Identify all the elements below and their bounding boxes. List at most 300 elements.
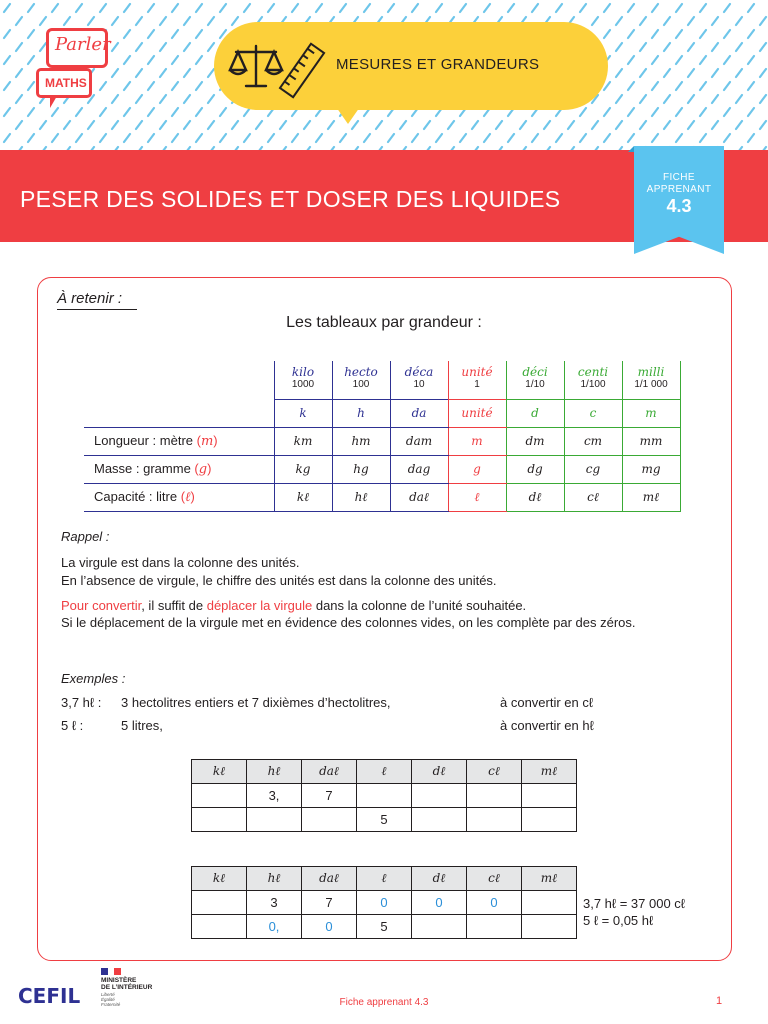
- row-1-cell-4: dg: [506, 455, 564, 483]
- footer-label: Fiche apprenant 4.3: [339, 997, 429, 1008]
- row-2-cell-1: hℓ: [332, 483, 390, 511]
- rappel-line-2: En l’absence de virgule, le chiffre des unités est dans la colonne des unités.: [61, 573, 497, 588]
- example-cell: 0: [357, 891, 412, 915]
- pattern-dash: [148, 4, 154, 12]
- pattern-dash: [52, 134, 58, 142]
- pattern-dash: [172, 82, 178, 90]
- unit-header-5: [564, 361, 622, 399]
- example-header-cell: daℓ: [302, 867, 357, 891]
- pattern-dash: [172, 134, 178, 142]
- unit-factor: 1/100: [580, 379, 606, 390]
- example-cell: 5: [357, 808, 412, 832]
- example-table-row: [192, 808, 577, 832]
- row-label-paren: (: [193, 433, 201, 448]
- pattern-dash: [148, 134, 154, 142]
- row-label-paren: (: [177, 489, 186, 504]
- unit-name: milli: [637, 365, 665, 379]
- example-cell: [412, 808, 467, 832]
- result-1: 3,7 hℓ = 37 000 cℓ: [583, 896, 686, 911]
- pattern-dash: [640, 69, 646, 77]
- unit-name: déca: [404, 365, 434, 379]
- pattern-dash: [148, 108, 154, 116]
- pattern-dash: [604, 108, 610, 116]
- pattern-dash: [604, 4, 610, 12]
- pattern-dash: [532, 4, 538, 12]
- pattern-dash: [100, 4, 106, 12]
- pattern-dash: [376, 121, 382, 129]
- pattern-dash: [160, 69, 166, 77]
- pattern-dash: [400, 121, 406, 129]
- pattern-dash: [712, 69, 718, 77]
- pattern-dash: [628, 4, 634, 12]
- pattern-dash: [412, 4, 418, 12]
- conversion-results: [583, 895, 685, 929]
- pattern-dash: [136, 69, 142, 77]
- example-cell: [467, 784, 522, 808]
- pattern-dash: [700, 108, 706, 116]
- pattern-dash: [592, 121, 598, 129]
- pattern-dash: [616, 43, 622, 51]
- pattern-dash: [256, 121, 262, 129]
- pattern-dash: [736, 95, 742, 103]
- pattern-dash: [340, 134, 346, 142]
- pattern-dash: [448, 121, 454, 129]
- pattern-dash: [16, 69, 22, 77]
- pattern-dash: [748, 134, 754, 142]
- pattern-dash: [148, 30, 154, 38]
- pattern-dash: [460, 4, 466, 12]
- pattern-dash: [184, 17, 190, 25]
- rappel-convert-a: Pour convertir: [61, 598, 142, 613]
- pattern-dash: [40, 121, 46, 129]
- pattern-dash: [688, 95, 694, 103]
- pattern-dash: [748, 30, 754, 38]
- unit-abbr-4: d: [506, 399, 564, 427]
- units-table: [84, 361, 681, 512]
- logo-parler-text: Parler: [55, 34, 111, 55]
- pattern-dash: [508, 4, 514, 12]
- example-2-desc: 5 litres,: [121, 718, 163, 733]
- row-label-paren: (: [190, 461, 199, 476]
- pattern-dash: [64, 121, 70, 129]
- pattern-dash: [196, 56, 202, 64]
- logo-bubble-tail: [50, 96, 57, 108]
- pattern-dash: [172, 30, 178, 38]
- example-cell: [522, 915, 577, 939]
- rappel-convert-b: , il suffit de: [141, 598, 207, 613]
- french-flag-icon: [101, 968, 121, 975]
- pattern-dash: [208, 43, 214, 51]
- pattern-dash: [568, 121, 574, 129]
- example-cell: [522, 891, 577, 915]
- example-1-target: à convertir en cℓ: [500, 695, 594, 710]
- theme-pill-tail: [334, 104, 362, 124]
- pattern-dash: [712, 43, 718, 51]
- example-cell: [192, 808, 247, 832]
- pattern-dash: [676, 30, 682, 38]
- pattern-dash: [16, 121, 22, 129]
- pattern-dash: [364, 134, 370, 142]
- pattern-dash: [184, 69, 190, 77]
- pattern-dash: [652, 82, 658, 90]
- example-cell: [192, 915, 247, 939]
- fiche-ribbon: [634, 146, 724, 254]
- pattern-dash: [664, 43, 670, 51]
- pattern-dash: [580, 134, 586, 142]
- pattern-dash: [460, 134, 466, 142]
- pattern-dash: [76, 4, 82, 12]
- pattern-dash: [556, 4, 562, 12]
- pattern-dash: [208, 121, 214, 129]
- example-1-colon: :: [94, 695, 102, 710]
- pattern-dash: [628, 134, 634, 142]
- example-cell: 0: [302, 915, 357, 939]
- pattern-dash: [292, 134, 298, 142]
- rappel-line-4: Si le déplacement de la virgule met en évidence des colonnes vides, on les complète par des zéros.: [61, 615, 636, 630]
- pattern-dash: [700, 4, 706, 12]
- pattern-dash: [616, 95, 622, 103]
- example-cell: 0: [412, 891, 467, 915]
- unit-factor: 100: [352, 379, 370, 390]
- row-label-paren: ): [213, 433, 218, 448]
- pattern-dash: [4, 82, 10, 90]
- pattern-dash: [724, 56, 730, 64]
- ministry-line-2: DE L’INTÉRIEUR: [101, 984, 153, 991]
- row-0-cell-3: m: [448, 427, 506, 455]
- example-header-cell: dℓ: [412, 760, 467, 784]
- unit-name: déci: [522, 365, 548, 379]
- pattern-dash: [364, 4, 370, 12]
- example-table-2: [191, 866, 577, 939]
- unit-name: kilo: [291, 365, 315, 379]
- pattern-dash: [676, 56, 682, 64]
- pattern-dash: [604, 82, 610, 90]
- pattern-dash: [676, 108, 682, 116]
- pattern-dash: [16, 43, 22, 51]
- parler-maths-logo: [36, 20, 120, 112]
- unit-name: centi: [577, 365, 609, 379]
- pattern-dash: [628, 108, 634, 116]
- cefil-logo: CEFIL: [18, 984, 81, 1008]
- example-2: [61, 717, 83, 734]
- example-cell: [467, 915, 522, 939]
- pattern-dash: [136, 17, 142, 25]
- example-header-cell: kℓ: [192, 867, 247, 891]
- units-abbr-row: [84, 399, 680, 427]
- example-cell: 5: [357, 915, 412, 939]
- unit-factor: 10: [413, 379, 425, 390]
- rappel-convert-d: dans la colonne de l’unité souhaitée.: [312, 598, 527, 613]
- row-1-cell-2: dag: [390, 455, 448, 483]
- example-cell: [467, 808, 522, 832]
- row-label-text: Masse : gramme: [94, 461, 191, 476]
- pattern-dash: [124, 30, 130, 38]
- pattern-dash: [280, 121, 286, 129]
- pattern-dash: [172, 108, 178, 116]
- pattern-dash: [244, 4, 250, 12]
- pattern-dash: [160, 17, 166, 25]
- example-table-header-row: [192, 867, 577, 891]
- pattern-dash: [496, 121, 502, 129]
- example-cell: 0,: [247, 915, 302, 939]
- pattern-dash: [700, 82, 706, 90]
- pattern-dash: [544, 121, 550, 129]
- pattern-dash: [676, 4, 682, 12]
- pattern-dash: [4, 30, 10, 38]
- pattern-dash: [592, 17, 598, 25]
- pattern-dash: [4, 56, 10, 64]
- pattern-dash: [520, 121, 526, 129]
- pattern-dash: [664, 121, 670, 129]
- example-cell: [192, 891, 247, 915]
- pattern-dash: [196, 108, 202, 116]
- example-cell: 3,: [247, 784, 302, 808]
- ministry-motto-3: Fraternité: [101, 1002, 121, 1007]
- unit-header-3: [448, 361, 506, 399]
- pattern-dash: [124, 108, 130, 116]
- units-data-row: [84, 455, 680, 483]
- pattern-dash: [28, 30, 34, 38]
- row-2-cell-3: ℓ: [448, 483, 506, 511]
- pattern-dash: [652, 134, 658, 142]
- example-header-cell: mℓ: [522, 867, 577, 891]
- pattern-dash: [124, 4, 130, 12]
- pattern-dash: [760, 95, 766, 103]
- example-cell: [522, 784, 577, 808]
- rappel-title: Rappel :: [61, 529, 110, 544]
- pattern-dash: [148, 82, 154, 90]
- pattern-dash: [652, 56, 658, 64]
- pattern-dash: [760, 43, 766, 51]
- pattern-dash: [580, 108, 586, 116]
- pattern-dash: [232, 17, 238, 25]
- pattern-dash: [244, 134, 250, 142]
- page-title: PESER DES SOLIDES ET DOSER DES LIQUIDES: [20, 186, 561, 212]
- rappel-convert-line: [61, 597, 526, 614]
- pattern-dash: [748, 82, 754, 90]
- pattern-dash: [700, 30, 706, 38]
- pattern-dash: [340, 4, 346, 12]
- row-2-cell-6: mℓ: [622, 483, 680, 511]
- pattern-dash: [616, 17, 622, 25]
- pattern-dash: [184, 121, 190, 129]
- theme-title: MESURES ET GRANDEURS: [336, 56, 540, 73]
- row-label-text: Longueur : mètre: [94, 433, 194, 448]
- unit-header-6: [622, 361, 680, 399]
- pattern-dash: [208, 17, 214, 25]
- pattern-dash: [652, 108, 658, 116]
- pattern-dash: [688, 69, 694, 77]
- pattern-dash: [196, 30, 202, 38]
- pattern-dash: [196, 82, 202, 90]
- pattern-dash: [760, 121, 766, 129]
- pattern-dash: [640, 17, 646, 25]
- unit-abbr-1: h: [332, 399, 390, 427]
- pattern-dash: [652, 4, 658, 12]
- unit-abbr-2: da: [390, 399, 448, 427]
- row-1-cell-0: kg: [274, 455, 332, 483]
- pattern-dash: [436, 134, 442, 142]
- section-title: Les tableaux par grandeur :: [286, 314, 482, 331]
- example-2-value: 5 ℓ: [61, 718, 77, 733]
- pattern-dash: [28, 4, 34, 12]
- pattern-dash: [100, 134, 106, 142]
- example-cell: [412, 784, 467, 808]
- row-label-2: [84, 483, 274, 511]
- pattern-dash: [208, 69, 214, 77]
- example-table-header-row: [192, 760, 577, 784]
- example-2-target: à convertir en hℓ: [500, 718, 594, 733]
- row-0-cell-0: km: [274, 427, 332, 455]
- pattern-dash: [124, 82, 130, 90]
- example-table-row: [192, 891, 577, 915]
- row-label-paren: ): [207, 461, 212, 476]
- example-header-cell: hℓ: [247, 867, 302, 891]
- example-cell: 3: [247, 891, 302, 915]
- pattern-dash: [196, 4, 202, 12]
- pattern-dash: [208, 95, 214, 103]
- pattern-dash: [268, 4, 274, 12]
- pattern-dash: [4, 108, 10, 116]
- pattern-dash: [628, 82, 634, 90]
- pattern-dash: [160, 43, 166, 51]
- rappel-convert-c: déplacer la virgule: [206, 598, 313, 613]
- row-label-symbol: ℓ: [185, 490, 191, 505]
- pattern-dash: [580, 4, 586, 12]
- pattern-dash: [472, 121, 478, 129]
- rappel-line-1: La virgule est dans la colonne des unités.: [61, 555, 300, 570]
- pattern-dash: [724, 30, 730, 38]
- logo-parler-box: [46, 28, 111, 68]
- example-1-value: 3,7 hℓ: [61, 695, 95, 710]
- unit-header-1: [332, 361, 390, 399]
- pattern-dash: [628, 56, 634, 64]
- pattern-dash: [412, 134, 418, 142]
- pattern-dash: [160, 95, 166, 103]
- example-header-cell: mℓ: [522, 760, 577, 784]
- pattern-dash: [28, 56, 34, 64]
- pattern-dash: [268, 134, 274, 142]
- pattern-dash: [136, 121, 142, 129]
- ministry-line-1: MINISTÈRE: [101, 977, 137, 984]
- pattern-dash: [28, 134, 34, 142]
- example-table-1: [191, 759, 577, 832]
- pattern-dash: [172, 56, 178, 64]
- pattern-dash: [160, 121, 166, 129]
- pattern-dash: [184, 43, 190, 51]
- pattern-dash: [760, 69, 766, 77]
- pattern-dash: [604, 134, 610, 142]
- pattern-dash: [736, 17, 742, 25]
- pattern-dash: [52, 4, 58, 12]
- abbr-empty-cell: [84, 399, 274, 427]
- unit-header-4: [506, 361, 564, 399]
- scale-and-ruler-icon: [228, 36, 328, 100]
- row-label-text: Capacité : litre: [94, 489, 178, 504]
- unit-abbr-0: k: [274, 399, 332, 427]
- pattern-dash: [616, 69, 622, 77]
- row-0-cell-5: cm: [564, 427, 622, 455]
- example-cell: [357, 784, 412, 808]
- example-header-cell: dℓ: [412, 867, 467, 891]
- pattern-dash: [220, 4, 226, 12]
- pattern-dash: [436, 4, 442, 12]
- pattern-dash: [760, 17, 766, 25]
- header-empty-cell: [84, 361, 274, 399]
- pattern-dash: [4, 4, 10, 12]
- row-0-cell-4: dm: [506, 427, 564, 455]
- example-cell: 7: [302, 891, 357, 915]
- pattern-dash: [76, 134, 82, 142]
- row-0-cell-2: dam: [390, 427, 448, 455]
- unit-abbr-6: m: [622, 399, 680, 427]
- row-label-paren: ): [190, 489, 195, 504]
- pattern-dash: [136, 43, 142, 51]
- pattern-dash: [736, 121, 742, 129]
- row-label-0: [84, 427, 274, 455]
- unit-factor: 1/10: [525, 379, 545, 390]
- example-1: [61, 694, 101, 711]
- page-number: 1: [716, 995, 723, 1007]
- example-2-colon: :: [76, 718, 84, 733]
- example-table-row: [192, 784, 577, 808]
- row-0-cell-6: mm: [622, 427, 680, 455]
- pattern-dash: [652, 30, 658, 38]
- pattern-dash: [748, 4, 754, 12]
- unit-header-0: [274, 361, 332, 399]
- example-header-cell: ℓ: [357, 867, 412, 891]
- pattern-dash: [316, 4, 322, 12]
- row-1-cell-5: cg: [564, 455, 622, 483]
- row-2-cell-2: daℓ: [390, 483, 448, 511]
- pattern-dash: [136, 95, 142, 103]
- pattern-dash: [484, 4, 490, 12]
- pattern-dash: [484, 134, 490, 142]
- example-cell: 0: [467, 891, 522, 915]
- row-2-cell-5: cℓ: [564, 483, 622, 511]
- pattern-dash: [640, 121, 646, 129]
- pattern-dash: [184, 95, 190, 103]
- pattern-dash: [196, 134, 202, 142]
- example-cell: [522, 808, 577, 832]
- pattern-dash: [88, 121, 94, 129]
- example-header-cell: kℓ: [192, 760, 247, 784]
- pattern-dash: [724, 108, 730, 116]
- example-header-cell: ℓ: [357, 760, 412, 784]
- row-1-cell-6: mg: [622, 455, 680, 483]
- pattern-dash: [724, 82, 730, 90]
- pattern-dash: [28, 82, 34, 90]
- example-cell: [192, 784, 247, 808]
- unit-factor: 1: [474, 379, 480, 390]
- theme-pill: [214, 22, 608, 110]
- row-2-cell-0: kℓ: [274, 483, 332, 511]
- pattern-dash: [700, 134, 706, 142]
- example-cell: 7: [302, 784, 357, 808]
- pattern-dash: [148, 56, 154, 64]
- example-header-cell: daℓ: [302, 760, 357, 784]
- pattern-dash: [388, 134, 394, 142]
- example-header-cell: cℓ: [467, 760, 522, 784]
- ribbon-label-fiche: FICHE: [663, 172, 695, 183]
- pattern-dash: [640, 95, 646, 103]
- example-cell: [247, 808, 302, 832]
- example-table-row: [192, 915, 577, 939]
- pattern-dash: [556, 134, 562, 142]
- row-1-cell-3: g: [448, 455, 506, 483]
- pattern-dash: [304, 121, 310, 129]
- pattern-dash: [688, 17, 694, 25]
